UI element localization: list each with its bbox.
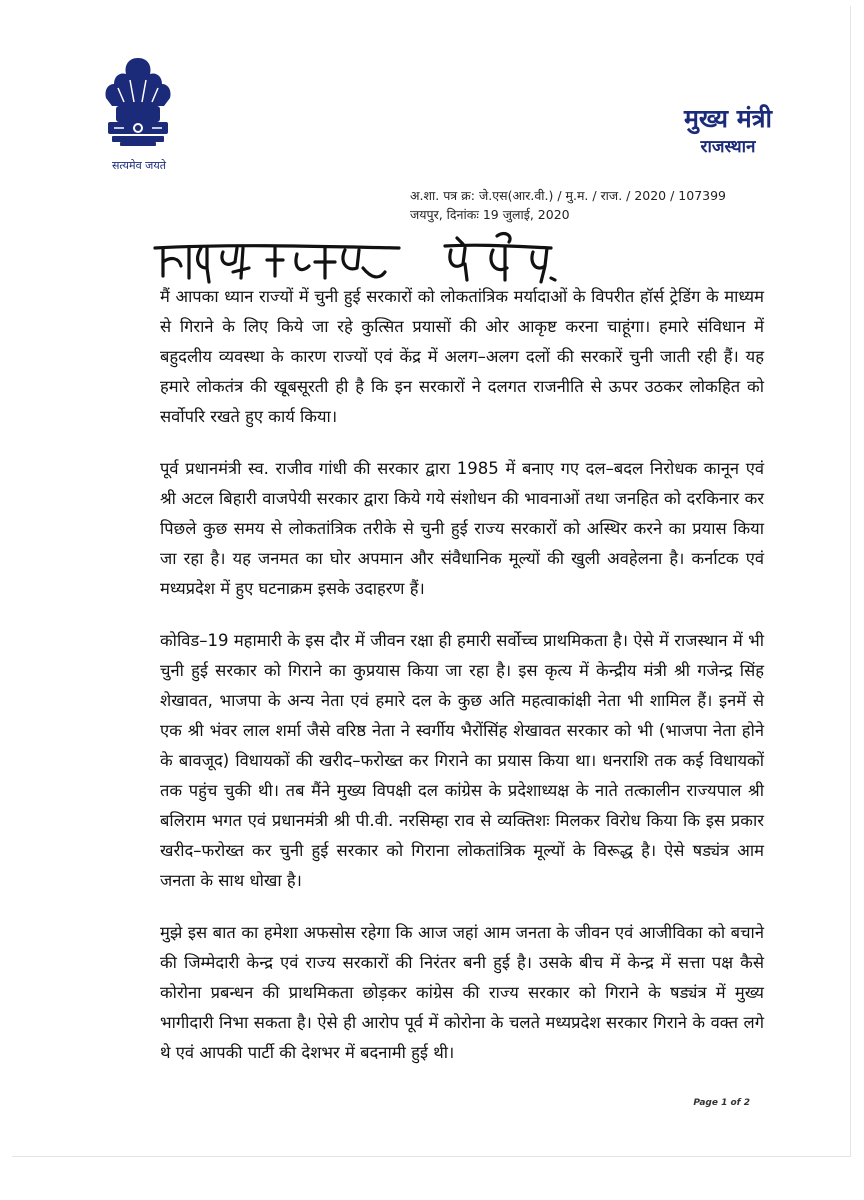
letter-page: [12, 6, 851, 1157]
office-state: राजस्थान: [700, 137, 756, 157]
body-paragraph: कोविड–19 महामारी के इस दौर में जीवन रक्षा ही हमारी सर्वोच्च प्राथमिकता है। ऐसे में राजस्थान में भी चुनी हुई सरकार को गिराने का कुप्रयास किया जा रहा है। इस कृत्य में केन्द्रीय मंत्री श्री गजेन्द्र सिंह शेखावत, भाजपा के अन्य नेता एवं हमारे दल के कुछ अति महत्वाकांक्षी नेता भी शामिल हैं। इनमें से एक श्री भंवर लाल शर्मा जैसे वरिष्ठ नेता ने स्वर्गीय भैरोंसिंह शेखावत सरकार को भी (भाजपा नेता होने के बावजूद) विधायकों की खरीद–फरोख्त कर गिराने का प्रयास किया था। धनराशि तक कई विधायकों तक पहुंच चुकी थी। तब मैंने मुख्य विपक्षी दल कांग्रेस के प्रदेशाध्यक्ष के नाते तत्कालीन राज्यपाल श्री बलिराम भगत एवं प्रधानमंत्री श्री पी.वी. नरसिम्हा राव से व्यक्तिशः मिलकर विरोध किया कि इस प्रकार खरीद–फरोख्त कर चुनी हुई सरकार को गिराना लोकतांत्रिक मूल्यों के विरूद्ध है। ऐसे षड्यंत्र आम जनता के साथ धोखा है।: [160, 631, 764, 890]
national-emblem-icon: [90, 54, 186, 164]
place-date: जयपुर, दिनांकः 19 जुलाई, 2020: [410, 207, 570, 222]
office-title: मुख्य मंत्री: [683, 104, 772, 133]
body-paragraph: मैं आपका ध्यान राज्यों में चुनी हुई सरकारों को लोकतांत्रिक मर्यादाओं के विपरीत हॉर्स ट्रेडिंग के माध्यम से गिराने के लिए किये जा रहे कुत्सित प्रयासों की ओर आकृष्ट करना चाहूंगा। हमारे संविधान में बहुदलीय व्यवस्था के कारण राज्यों एवं केंद्र में अलग–अलग दलों की सरकारें चुनी जाती रही हैं। यह हमारे लोकतंत्र की खूबसूरती ही है कि इन सरकारों ने दलगत राजनीति से ऊपर उठकर लोकहित को सर्वोपरि रखते हुए कार्य किया।: [160, 287, 764, 426]
letter-body: [160, 282, 764, 1090]
page-number: Page 1 of 2: [693, 1098, 750, 1108]
letter-number: अ.शा. पत्र क्र: जे.एस(आर.वी.) / मु.म. / राज. / 2020 / 107399: [410, 188, 727, 203]
body-paragraph: पूर्व प्रधानमंत्री स्व. राजीव गांधी की सरकार द्वारा 1985 में बनाए गए दल–बदल निरोधक कानून एवं श्री अटल बिहारी वाजपेयी सरकार द्वारा किये गये संशोधन की भावनाओं तथा जनहित को दरकिनार कर पिछले कुछ समय से लोकतांत्रिक तरीके से चुनी हुई राज्य सरकारों को अस्थिर करने का प्रयास किया जा रहा है। यह जनमत का घोर अपमान और संवैधानिक मूल्यों की खुली अवहेलना है। कर्नाटक एवं मध्यप्रदेश में हुए घटनाक्रम इसके उदाहरण हैं।: [160, 459, 764, 598]
body-paragraph: मुझे इस बात का हमेशा अफसोस रहेगा कि आज जहां आम जनता के जीवन एवं आजीविका को बचाने की जिम्मेदारी केन्द्र एवं राज्य सरकारों की निरंतर बनी हुई है। उसके बीच में केन्द्र में सत्ता पक्ष कैसे कोरोना प्रबन्धन की प्राथमिकता छोड़कर कांग्रेस की राज्य सरकार को गिराने के षड्यंत्र में मुख्य भागीदारी निभा सकता है। ऐसे ही आरोप पूर्व में कोरोना के चलते मध्यप्रदेश सरकार गिराने के वक्त लगे थे एवं आपकी पार्टी की देशभर में बदनामी हुई थी।: [160, 923, 764, 1062]
emblem-motto: सत्यमेव जयते: [111, 159, 166, 172]
office-title-block: [684, 104, 772, 160]
reference-block: [410, 186, 726, 224]
